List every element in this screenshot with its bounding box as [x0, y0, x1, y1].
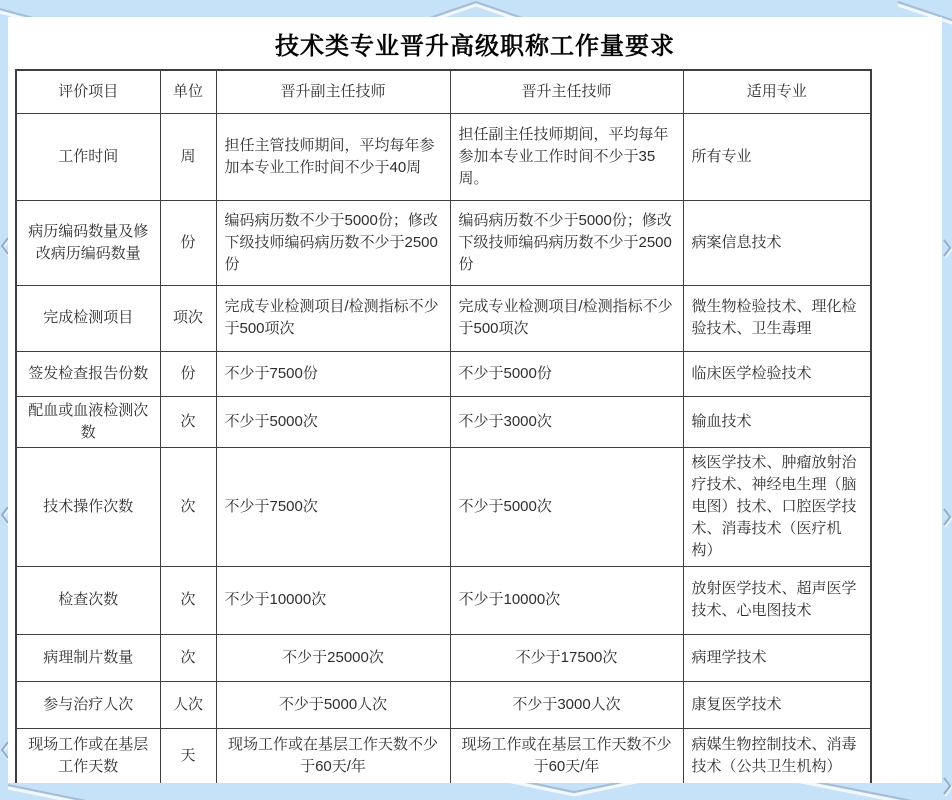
cell-deputy-requirement: 现场工作或在基层工作天数不少于60天/年: [216, 728, 450, 783]
cell-unit: 份: [160, 351, 216, 396]
cell-chief-requirement: 不少于3000次: [450, 396, 683, 447]
header-chief-technician: 晋升主任技师: [450, 70, 683, 113]
table-row: [16, 396, 871, 447]
cell-item: 工作时间: [16, 113, 160, 200]
table-row: [16, 200, 871, 285]
cell-item: 配血或血液检测次数: [16, 396, 160, 447]
cell-unit: 项次: [160, 285, 216, 351]
document-page: [8, 17, 942, 783]
header-applicable-majors: 适用专业: [683, 70, 871, 113]
cell-unit: 天: [160, 728, 216, 783]
table-row: [16, 351, 871, 396]
cell-unit: 次: [160, 634, 216, 681]
cell-item: 参与治疗人次: [16, 681, 160, 728]
header-item: 评价项目: [16, 70, 160, 113]
cell-unit: 周: [160, 113, 216, 200]
table-row: [16, 447, 871, 566]
requirements-table: [15, 69, 872, 783]
table-row: [16, 681, 871, 728]
cell-deputy-requirement: 不少于25000次: [216, 634, 450, 681]
cell-applicable-majors: 微生物检验技术、理化检验技术、卫生毒理: [683, 285, 871, 351]
cell-applicable-majors: 康复医学技术: [683, 681, 871, 728]
cell-chief-requirement: 完成专业检测项目/检测指标不少于500项次: [450, 285, 683, 351]
cell-applicable-majors: 所有专业: [683, 113, 871, 200]
cell-applicable-majors: 核医学技术、肿瘤放射治疗技术、神经电生理（脑电图）技术、口腔医学技术、消毒技术（医疗机构）: [683, 447, 871, 566]
cell-unit: 人次: [160, 681, 216, 728]
table-row: [16, 113, 871, 200]
cell-chief-requirement: 不少于5000次: [450, 447, 683, 566]
cell-applicable-majors: 病媒生物控制技术、消毒技术（公共卫生机构）: [683, 728, 871, 783]
cell-item: 病历编码数量及修改病历编码数量: [16, 200, 160, 285]
cell-deputy-requirement: 不少于7500份: [216, 351, 450, 396]
table-body: [16, 113, 871, 783]
cell-deputy-requirement: 不少于5000人次: [216, 681, 450, 728]
cell-chief-requirement: 不少于17500次: [450, 634, 683, 681]
cell-applicable-majors: 病案信息技术: [683, 200, 871, 285]
table-row: [16, 634, 871, 681]
header-unit: 单位: [160, 70, 216, 113]
header-row: [16, 70, 871, 113]
cell-applicable-majors: 病理学技术: [683, 634, 871, 681]
cell-chief-requirement: 担任副主任技师期间，平均每年参加本专业工作时间不少于35周。: [450, 113, 683, 200]
cell-chief-requirement: 不少于10000次: [450, 566, 683, 634]
cell-deputy-requirement: 不少于10000次: [216, 566, 450, 634]
cell-item: 技术操作次数: [16, 447, 160, 566]
table-row: [16, 728, 871, 783]
cell-unit: 次: [160, 396, 216, 447]
cell-unit: 次: [160, 566, 216, 634]
header-deputy-chief-technician: 晋升副主任技师: [216, 70, 450, 113]
cell-applicable-majors: 输血技术: [683, 396, 871, 447]
cell-chief-requirement: 不少于5000份: [450, 351, 683, 396]
cell-item: 签发检查报告份数: [16, 351, 160, 396]
cell-item: 现场工作或在基层工作天数: [16, 728, 160, 783]
cell-chief-requirement: 编码病历数不少于5000份；修改下级技师编码病历数不少于2500份: [450, 200, 683, 285]
table-row: [16, 566, 871, 634]
page-title: 技术类专业晋升高级职称工作量要求: [275, 32, 675, 60]
cell-chief-requirement: 现场工作或在基层工作天数不少于60天/年: [450, 728, 683, 783]
cell-item: 检查次数: [16, 566, 160, 634]
cell-applicable-majors: 临床医学检验技术: [683, 351, 871, 396]
cell-deputy-requirement: 担任主管技师期间，平均每年参加本专业工作时间不少于40周: [216, 113, 450, 200]
cell-item: 完成检测项目: [16, 285, 160, 351]
table-header: [16, 70, 871, 113]
cell-unit: 份: [160, 200, 216, 285]
cell-item: 病理制片数量: [16, 634, 160, 681]
cell-chief-requirement: 不少于3000人次: [450, 681, 683, 728]
cell-deputy-requirement: 完成专业检测项目/检测指标不少于500项次: [216, 285, 450, 351]
cell-unit: 次: [160, 447, 216, 566]
cell-applicable-majors: 放射医学技术、超声医学技术、心电图技术: [683, 566, 871, 634]
cell-deputy-requirement: 不少于7500次: [216, 447, 450, 566]
table-row: [16, 285, 871, 351]
cell-deputy-requirement: 不少于5000次: [216, 396, 450, 447]
cell-deputy-requirement: 编码病历数不少于5000份；修改下级技师编码病历数不少于2500份: [216, 200, 450, 285]
